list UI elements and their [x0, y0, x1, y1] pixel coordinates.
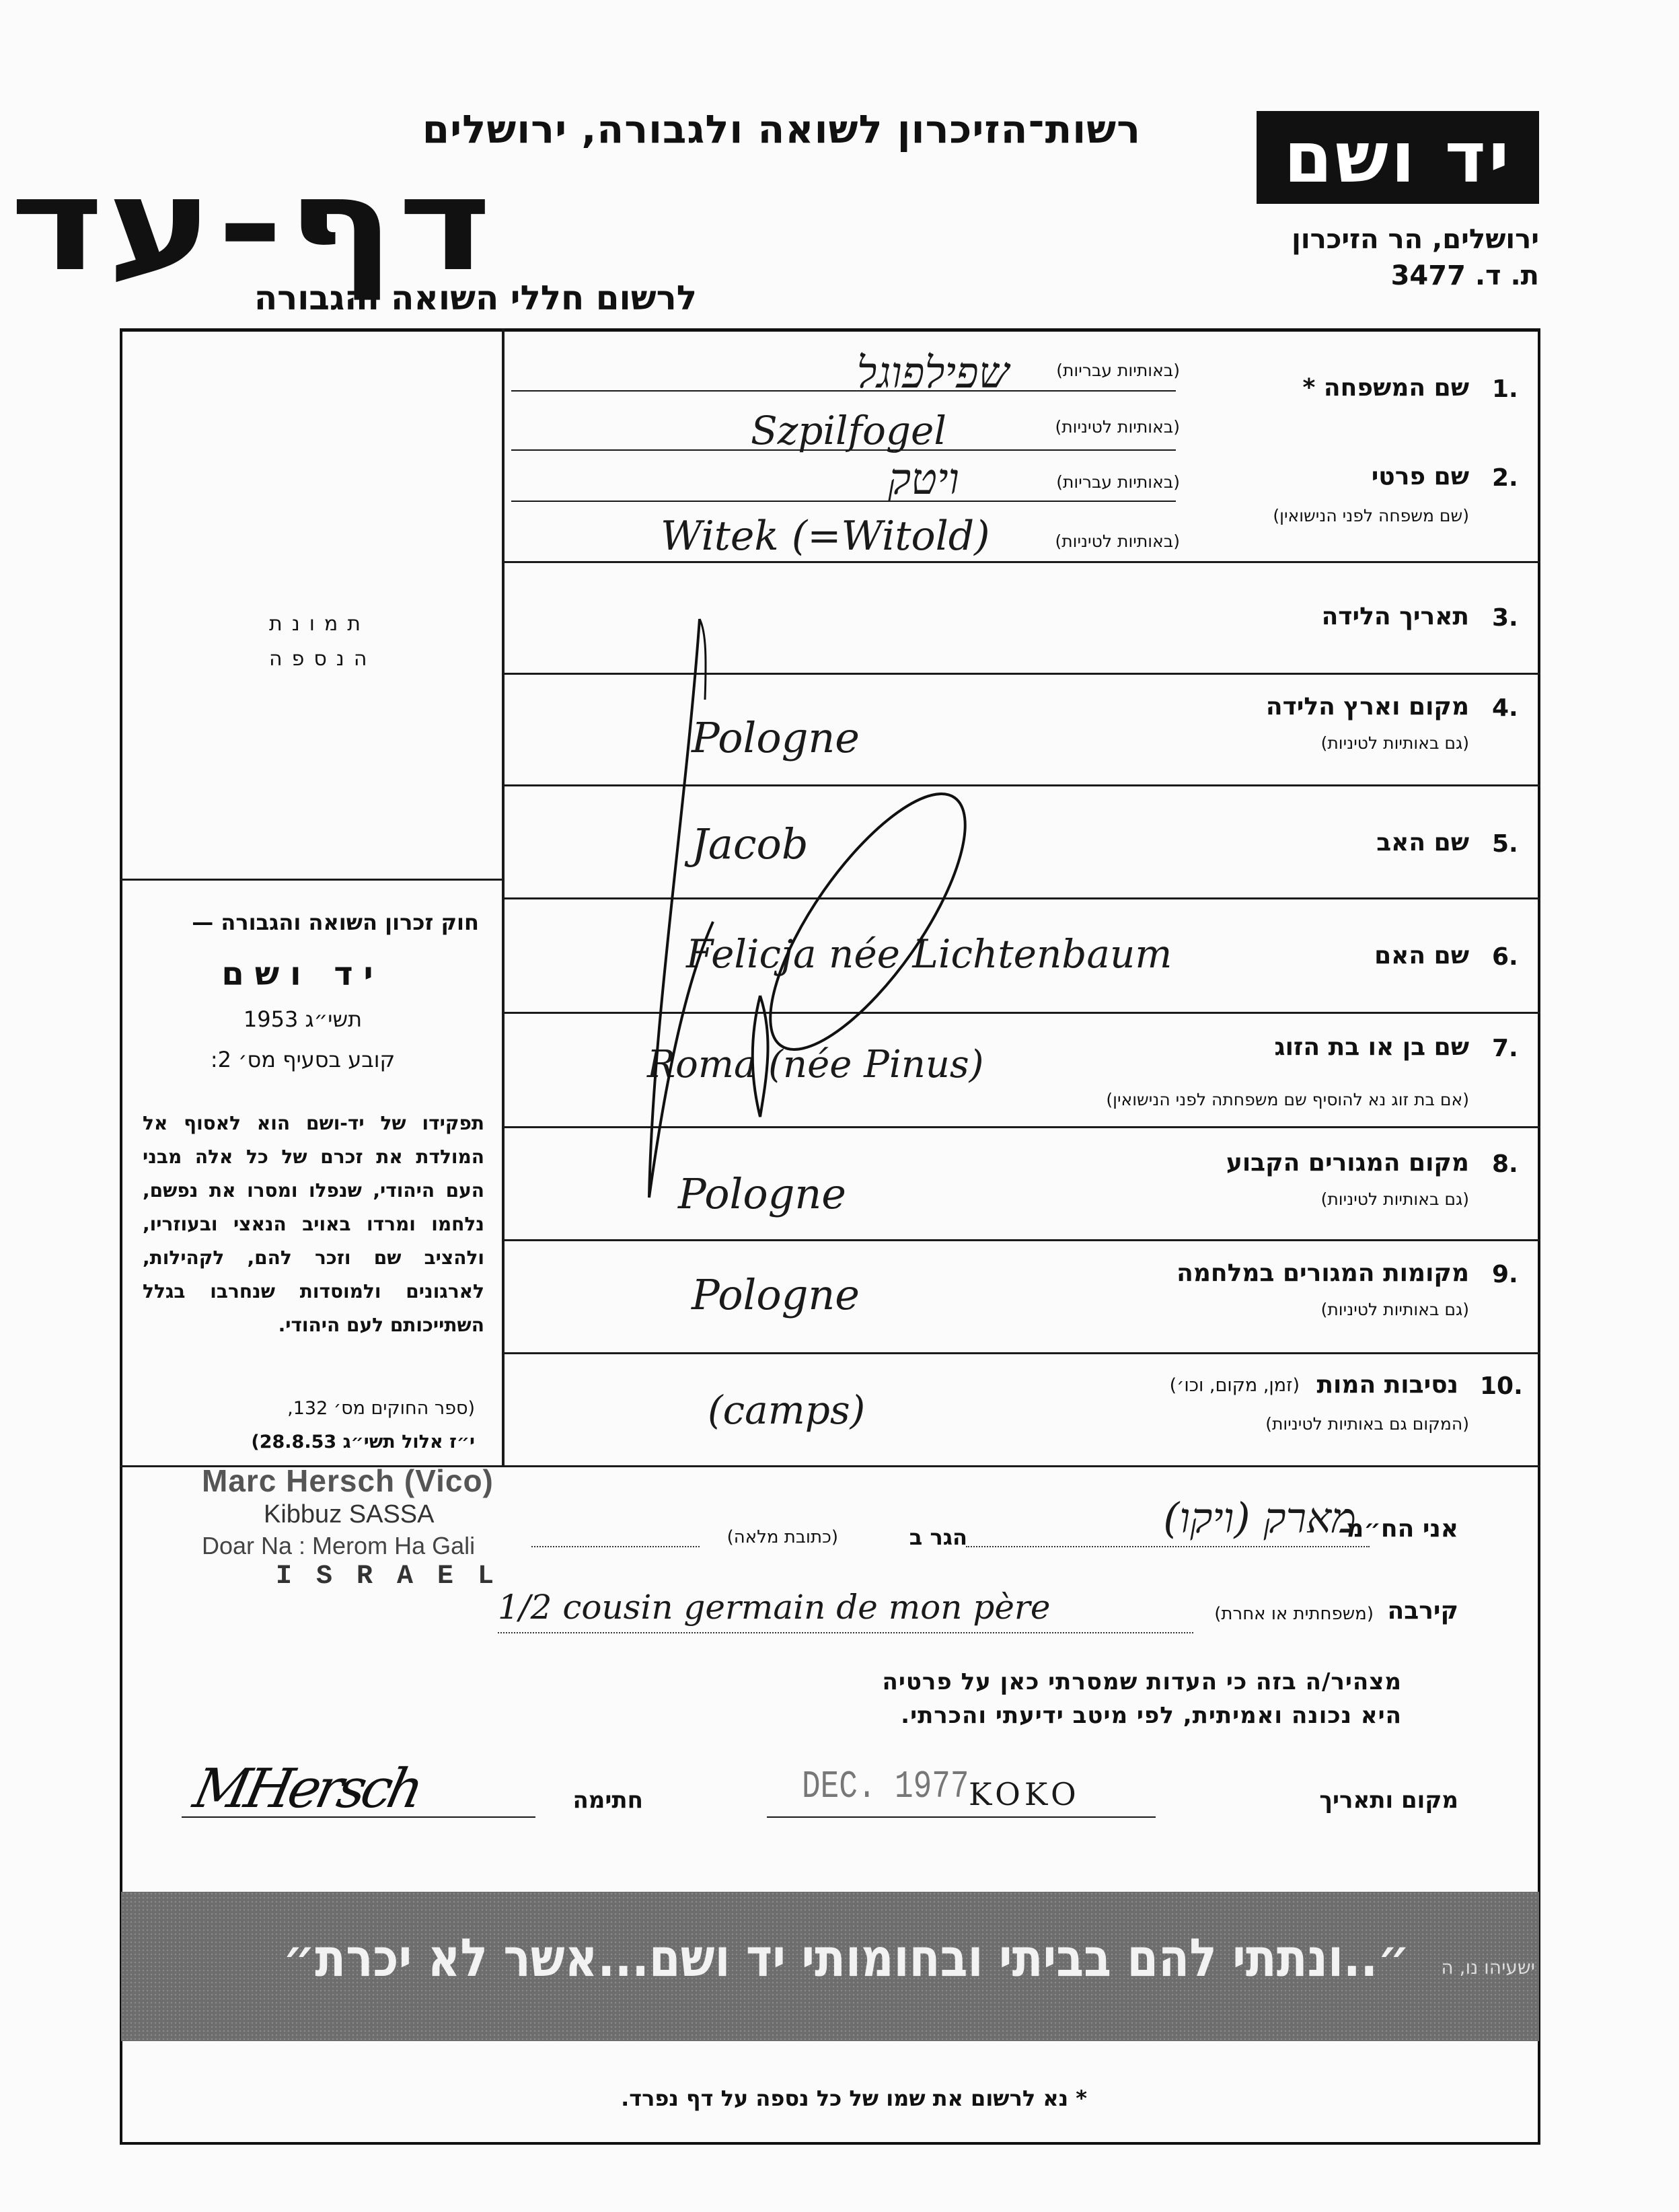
- field-8-label: מקום המגורים הקבוע: [1226, 1149, 1469, 1177]
- field-2-label: שם פרטי: [1371, 463, 1469, 490]
- po-box: ת. ד. 3477: [1390, 260, 1539, 291]
- field-7-sub: (אם בת זוג נא להוסיף שם משפחתה לפני הנישואין): [1106, 1090, 1469, 1109]
- field-1-number: 1.: [1492, 375, 1518, 403]
- field-2-value-hebrew[interactable]: ויטק: [887, 455, 959, 505]
- field-9-number: 9.: [1492, 1261, 1518, 1288]
- field-2-number: 2.: [1492, 464, 1518, 492]
- field-3-number: 3.: [1492, 604, 1518, 632]
- law-title: חוק זכרון השואה והגבורה —: [192, 910, 479, 935]
- field-1-line-hebrew: [511, 390, 1176, 392]
- field-8-value[interactable]: Pologne: [678, 1169, 846, 1218]
- banner-quote: ״..ונתתי להם בביתי ובחומותי יד ושם...אשר לא יכרת״: [283, 1928, 1410, 1989]
- field-4-number: 4.: [1492, 694, 1518, 722]
- footnote: * נא לרשום את שמו של כל נספה על דף נפרד.: [621, 2086, 1087, 2111]
- law-clause: קובע בסעיף מס׳ 2:: [210, 1047, 396, 1072]
- banner-source: ישעיהו נו, ה: [1441, 1956, 1535, 1979]
- field-6-value[interactable]: Felicja née Lichtenbaum: [686, 931, 1172, 977]
- field-5-number: 5.: [1492, 830, 1518, 858]
- field-5-label: שם האב: [1376, 829, 1469, 856]
- signature: MHersch: [188, 1757, 426, 1820]
- cross-out-scribble: [605, 605, 1076, 1211]
- stamp-line-postal: Doar Na : Merom Ha Gali: [202, 1532, 476, 1559]
- form-subtitle: לרשום חללי השואה והגבורה: [254, 279, 697, 318]
- statement-line-2: היא נכונה ואמיתית, לפי מיטב ידיעתי והכרתי.: [901, 1702, 1402, 1729]
- field-7-number: 7.: [1492, 1035, 1518, 1062]
- stamp-line-kibbutz: Kibbuz SASSA: [264, 1500, 435, 1528]
- relation-label: קירבה: [1387, 1597, 1458, 1625]
- field-6-number: 6.: [1492, 943, 1518, 971]
- stamp-line-name: Marc Hersch (Vico): [202, 1463, 494, 1498]
- field-10-number: 10.: [1480, 1372, 1523, 1400]
- field-2-line-hebrew: [511, 501, 1176, 502]
- photo-label-2: הנספה: [269, 647, 377, 671]
- law-text: תפקידו של יד-ושם הוא לאסוף אל המולדת את זכרם של כל אלה מבני העם היהודי, שנפלו ומסרו את נפשם, נלחמו ומרדו באויב הנאצי ובעוזריו, ולהציב שם וזכר להם, לקהילות, לארגונים ולמוסדות שנחרבו בגלל השתייכותם לעם היהודי.: [143, 1112, 484, 1336]
- authority-title: רשות־הזיכרון לשואה ולגבורה, ירושלים: [422, 106, 1141, 152]
- field-2-hint-latin: (באותיות לטיניות): [1055, 531, 1180, 551]
- photo-law-divider: [120, 879, 503, 881]
- signature-label: חתימה: [572, 1787, 643, 1814]
- field-7-value[interactable]: Roma (née Pinus): [647, 1043, 984, 1086]
- field-1-value-latin[interactable]: Szpilfogel: [751, 408, 946, 453]
- declarant-label: אני הח״מ: [1346, 1515, 1458, 1543]
- yad-vashem-logo: [1257, 111, 1539, 204]
- field-2-sub: (שם משפחה לפני הנישואין): [1273, 506, 1469, 525]
- form-title: דף-עד: [9, 151, 495, 299]
- row-separator: [503, 1352, 1540, 1354]
- field-8-number: 8.: [1492, 1150, 1518, 1178]
- place-date-label: מקום ותאריך: [1319, 1787, 1458, 1814]
- field-4-sub: (גם באותיות לטיניות): [1320, 733, 1469, 753]
- field-10-sub: (המקום גם באותיות לטיניות): [1265, 1414, 1469, 1434]
- address-line: [531, 1546, 700, 1547]
- logo-text: יד ושם: [1283, 116, 1512, 198]
- field-3-label: תאריך הלידה: [1321, 603, 1469, 630]
- field-1-hint-latin: (באותיות לטיניות): [1055, 417, 1180, 437]
- date-stamp: DEC. 1977: [802, 1765, 969, 1809]
- law-year: תשי״ג 1953: [243, 1006, 363, 1032]
- law-name: יד ושם: [221, 955, 384, 993]
- statement-line-1: מצהיר/ה בזה כי העדות שמסרתי כאן על פרטיה: [882, 1668, 1402, 1695]
- field-4-value[interactable]: Pologne: [692, 713, 860, 762]
- address: ירושלים, הר הזיכרון: [1292, 224, 1539, 255]
- field-2-value-latin[interactable]: Witek (=Witold): [661, 513, 990, 560]
- place-value[interactable]: KOKO: [969, 1776, 1080, 1812]
- address-stamp: [202, 1463, 498, 1592]
- field-10-value[interactable]: (camps): [708, 1387, 866, 1433]
- photo-label-1: תמונת: [269, 612, 370, 636]
- row-separator: [503, 1239, 1540, 1241]
- photo-column-divider: [502, 328, 505, 1465]
- field-1-value-hebrew[interactable]: שפילפוגל: [856, 348, 1009, 398]
- relation-hint: (משפחתית או אחרת): [1214, 1604, 1374, 1624]
- field-10-label-detail: (זמן, מקום, וכו׳): [1169, 1375, 1300, 1396]
- relation-line: [498, 1632, 1193, 1633]
- field-1-hint-hebrew: (באותיות עבריות): [1056, 361, 1180, 380]
- stamp-line-country: I S R A E L: [276, 1561, 498, 1592]
- relation-value[interactable]: 1/2 cousin germain de mon père: [498, 1588, 1051, 1627]
- field-2-hint-hebrew: (באותיות עבריות): [1056, 472, 1180, 492]
- place-date-line: [767, 1816, 1156, 1818]
- field-6-label: שם האם: [1374, 942, 1469, 969]
- law-date: י״ז אלול תשי״ג 28.8.53): [251, 1432, 475, 1452]
- field-10-label: נסיבות המות: [1316, 1371, 1458, 1399]
- address-hint: (כתובת מלאה): [726, 1527, 838, 1547]
- field-9-value[interactable]: Pologne: [692, 1270, 860, 1319]
- field-5-value[interactable]: Jacob: [692, 819, 809, 869]
- row-separator: [503, 561, 1540, 563]
- field-9-sub: (גם באותיות לטיניות): [1320, 1300, 1469, 1319]
- declarant-name[interactable]: מארק (ויקו): [1163, 1494, 1356, 1543]
- field-4-label: מקום וארץ הלידה: [1265, 693, 1469, 721]
- field-9-label: מקומות המגורים במלחמה: [1177, 1259, 1469, 1287]
- resides-label: הגר ב: [909, 1524, 967, 1550]
- field-8-sub: (גם באותיות לטיניות): [1320, 1189, 1469, 1209]
- field-1-label: שם המשפחה *: [1302, 374, 1469, 402]
- declarant-name-line: [966, 1546, 1370, 1547]
- law-source: (ספר החוקים מס׳ 132,: [287, 1398, 475, 1419]
- field-7-label: שם בן או בת הזוג: [1274, 1033, 1469, 1061]
